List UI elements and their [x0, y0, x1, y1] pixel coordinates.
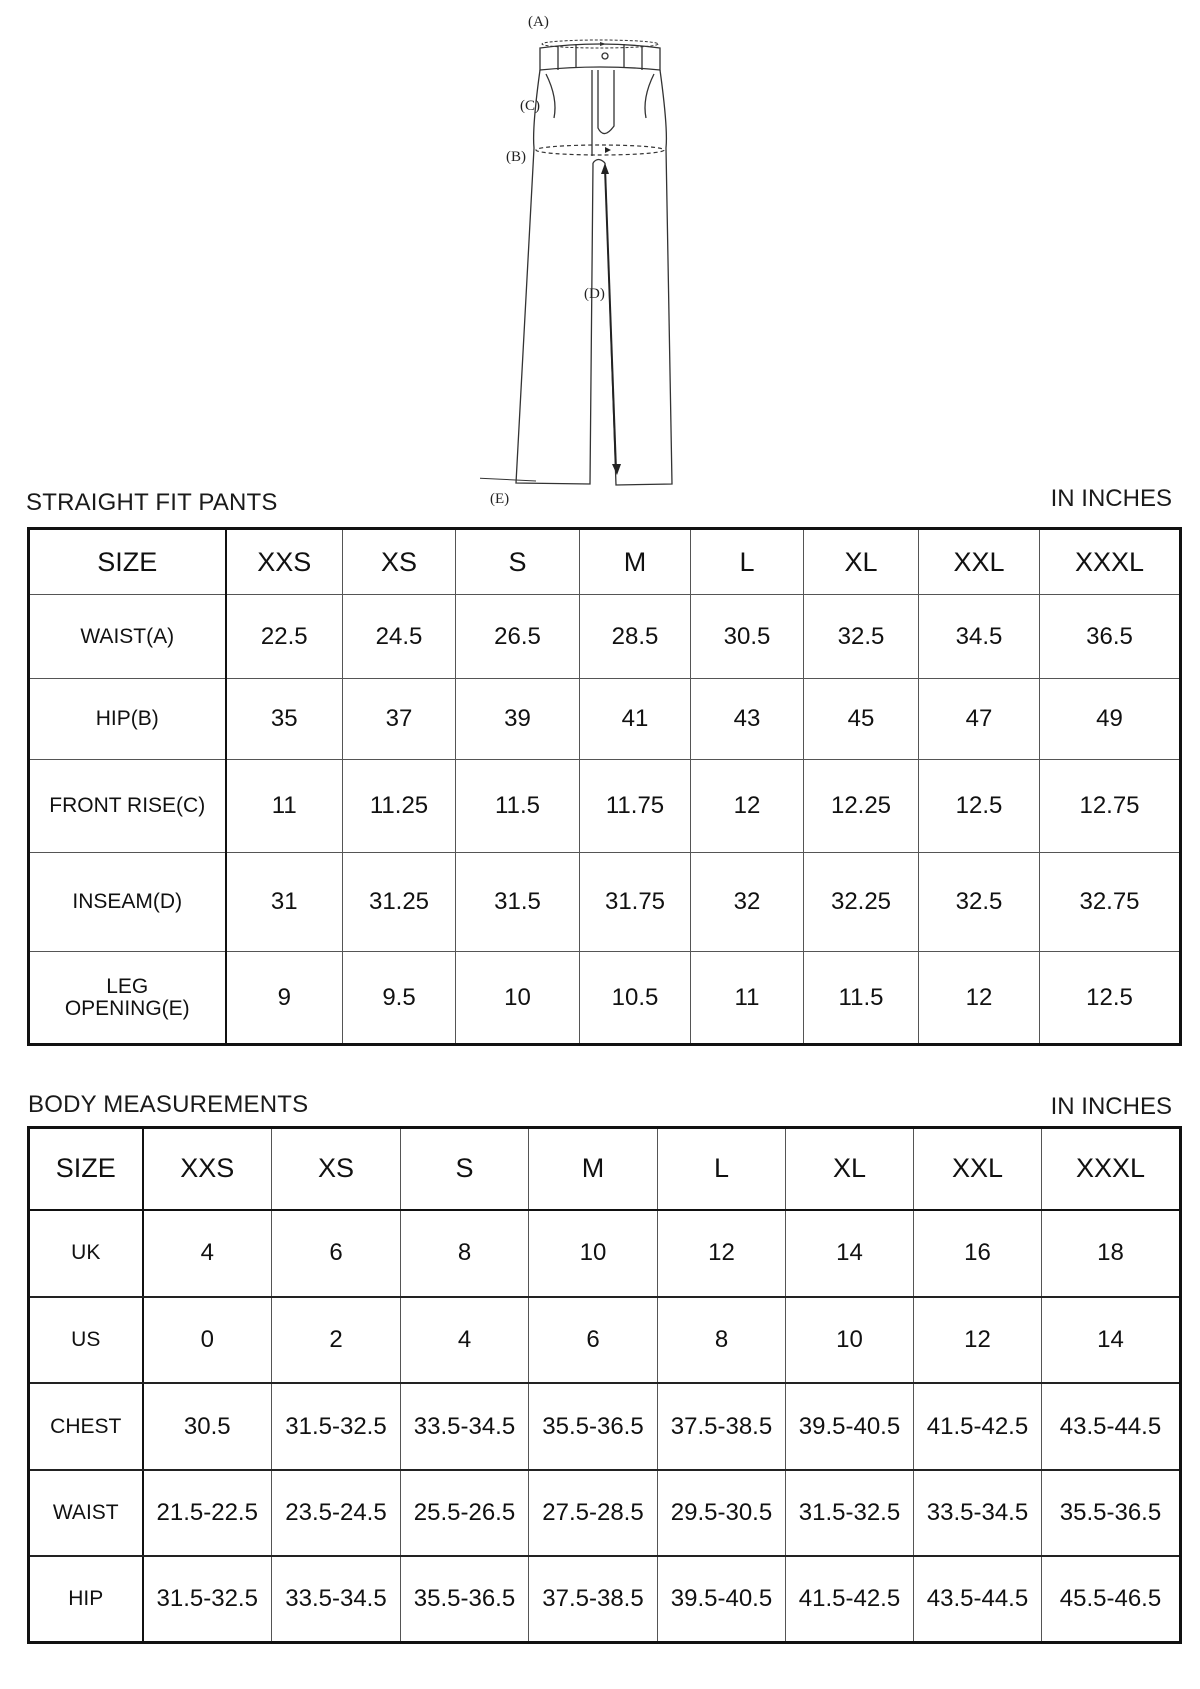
- table-cell: 45.5-46.5: [1042, 1556, 1181, 1642]
- size-header-l: L: [658, 1128, 786, 1210]
- table-cell: 12: [691, 760, 804, 853]
- row-label-waist: WAIST: [29, 1470, 143, 1556]
- size-header-s: S: [401, 1128, 529, 1210]
- table-cell: 47: [919, 679, 1040, 760]
- table-cell: 9: [226, 952, 343, 1045]
- table-cell: 14: [786, 1210, 914, 1297]
- body-measurements-table: [27, 1126, 1182, 1644]
- table-cell: 4: [143, 1210, 272, 1297]
- row-label-hip: HIP: [29, 1556, 143, 1642]
- table-cell: 30.5: [691, 595, 804, 679]
- table-cell: 23.5-24.5: [272, 1470, 401, 1556]
- size-header-xl: XL: [786, 1128, 914, 1210]
- table-cell: 31.5-32.5: [143, 1556, 272, 1642]
- label-b: (B): [506, 149, 526, 165]
- table-cell: 25.5-26.5: [401, 1470, 529, 1556]
- size-header-xxl: XXL: [919, 529, 1040, 595]
- size-header: SIZE: [29, 529, 226, 595]
- size-header-xxs: XXS: [226, 529, 343, 595]
- size-header-xxl: XXL: [914, 1128, 1042, 1210]
- table-cell: 37.5-38.5: [658, 1383, 786, 1469]
- table-cell: 24.5: [343, 595, 456, 679]
- table-row: [29, 853, 1181, 952]
- row-label-uk: UK: [29, 1210, 143, 1297]
- table-cell: 35.5-36.5: [529, 1383, 658, 1469]
- label-d: (D): [584, 286, 605, 302]
- table-cell: 31.75: [580, 853, 691, 952]
- size-header: SIZE: [29, 1128, 143, 1210]
- table-cell: 8: [401, 1210, 529, 1297]
- table-row: [29, 760, 1181, 853]
- table-cell: 26.5: [456, 595, 580, 679]
- table-cell: 33.5-34.5: [272, 1556, 401, 1642]
- size-header-m: M: [580, 529, 691, 595]
- row-label-line: LEG: [106, 974, 149, 998]
- table-cell: 29.5-30.5: [658, 1470, 786, 1556]
- table-cell: 16: [914, 1210, 1042, 1297]
- row-label-hip: HIP(B): [29, 679, 226, 760]
- row-label-line: OPENING(E): [64, 996, 190, 1020]
- table-cell: 10: [529, 1210, 658, 1297]
- table-cell: 39.5-40.5: [658, 1556, 786, 1642]
- table-cell: 49: [1040, 679, 1181, 760]
- table-cell: 30.5: [143, 1383, 272, 1469]
- table-row: [29, 1556, 1181, 1642]
- table-cell: 11.75: [580, 760, 691, 853]
- table-cell: 31.5: [456, 853, 580, 952]
- table-cell: 35: [226, 679, 343, 760]
- pants-diagram: [480, 8, 720, 508]
- size-header-xxxl: XXXL: [1040, 529, 1181, 595]
- table-cell: 43: [691, 679, 804, 760]
- table-cell: 9.5: [343, 952, 456, 1045]
- table-header-row: [29, 1128, 1181, 1210]
- body-units-label: IN INCHES: [1050, 1093, 1172, 1120]
- table-cell: 11: [226, 760, 343, 853]
- table-cell: 12: [919, 952, 1040, 1045]
- table-cell: 2: [272, 1297, 401, 1383]
- table-cell: 37: [343, 679, 456, 760]
- table-row: [29, 1383, 1181, 1469]
- size-header-xs: XS: [343, 529, 456, 595]
- row-label-leg-opening: [29, 952, 226, 1045]
- table-cell: 12.5: [919, 760, 1040, 853]
- row-label-chest: CHEST: [29, 1383, 143, 1469]
- table-cell: 32.5: [804, 595, 919, 679]
- table-cell: 33.5-34.5: [914, 1470, 1042, 1556]
- table-cell: 21.5-22.5: [143, 1470, 272, 1556]
- table-cell: 41: [580, 679, 691, 760]
- table-cell: 10: [786, 1297, 914, 1383]
- size-header-xs: XS: [272, 1128, 401, 1210]
- table-cell: 45: [804, 679, 919, 760]
- table-row: [29, 679, 1181, 760]
- table-cell: 12: [658, 1210, 786, 1297]
- table-cell: 41.5-42.5: [786, 1556, 914, 1642]
- table-cell: 31.25: [343, 853, 456, 952]
- table-cell: 43.5-44.5: [1042, 1383, 1181, 1469]
- label-e: (E): [490, 491, 510, 507]
- table-row: [29, 1470, 1181, 1556]
- table-cell: 11.5: [804, 952, 919, 1045]
- table-cell: 43.5-44.5: [914, 1556, 1042, 1642]
- table-cell: 35.5-36.5: [1042, 1470, 1181, 1556]
- table-cell: 35.5-36.5: [401, 1556, 529, 1642]
- table-cell: 41.5-42.5: [914, 1383, 1042, 1469]
- table-row: [29, 952, 1181, 1045]
- table-cell: 11.5: [456, 760, 580, 853]
- table-cell: 12.75: [1040, 760, 1181, 853]
- label-a: (A): [528, 14, 549, 30]
- size-header-m: M: [529, 1128, 658, 1210]
- table-cell: 4: [401, 1297, 529, 1383]
- table-cell: 39: [456, 679, 580, 760]
- table-cell: 36.5: [1040, 595, 1181, 679]
- pants-units-label: IN INCHES: [1050, 485, 1172, 512]
- body-section-title: BODY MEASUREMENTS: [28, 1091, 309, 1118]
- table-cell: 8: [658, 1297, 786, 1383]
- pants-size-table: [27, 527, 1182, 1046]
- table-cell: 18: [1042, 1210, 1181, 1297]
- table-cell: 33.5-34.5: [401, 1383, 529, 1469]
- row-label-waist: WAISТ(A): [29, 595, 226, 679]
- table-cell: 12: [914, 1297, 1042, 1383]
- row-label-us: US: [29, 1297, 143, 1383]
- table-row: [29, 1210, 1181, 1297]
- table-cell: 0: [143, 1297, 272, 1383]
- table-cell: 10.5: [580, 952, 691, 1045]
- size-header-xxxl: XXXL: [1042, 1128, 1181, 1210]
- table-cell: 22.5: [226, 595, 343, 679]
- table-cell: 31.5-32.5: [786, 1470, 914, 1556]
- table-cell: 12.25: [804, 760, 919, 853]
- table-cell: 31: [226, 853, 343, 952]
- pants-section-title: STRAIGHT FIT PANTS: [26, 489, 278, 516]
- row-label-front-rise: FRONT RISE(C): [29, 760, 226, 853]
- table-cell: 32.5: [919, 853, 1040, 952]
- table-cell: 10: [456, 952, 580, 1045]
- table-cell: 32.25: [804, 853, 919, 952]
- table-cell: 6: [529, 1297, 658, 1383]
- table-cell: 39.5-40.5: [786, 1383, 914, 1469]
- table-cell: 34.5: [919, 595, 1040, 679]
- table-cell: 11: [691, 952, 804, 1045]
- table-cell: 37.5-38.5: [529, 1556, 658, 1642]
- pants-illustration: [480, 8, 720, 508]
- table-cell: 6: [272, 1210, 401, 1297]
- table-cell: 32.75: [1040, 853, 1181, 952]
- row-label-inseam: INSEAM(D): [29, 853, 226, 952]
- table-cell: 32: [691, 853, 804, 952]
- table-cell: 27.5-28.5: [529, 1470, 658, 1556]
- table-cell: 14: [1042, 1297, 1181, 1383]
- table-header-row: [29, 529, 1181, 595]
- size-header-xxs: XXS: [143, 1128, 272, 1210]
- table-cell: 12.5: [1040, 952, 1181, 1045]
- size-header-xl: XL: [804, 529, 919, 595]
- table-row: [29, 595, 1181, 679]
- size-header-l: L: [691, 529, 804, 595]
- table-cell: 28.5: [580, 595, 691, 679]
- label-c: (C): [520, 98, 540, 114]
- size-header-s: S: [456, 529, 580, 595]
- table-cell: 11.25: [343, 760, 456, 853]
- table-cell: 31.5-32.5: [272, 1383, 401, 1469]
- table-row: [29, 1297, 1181, 1383]
